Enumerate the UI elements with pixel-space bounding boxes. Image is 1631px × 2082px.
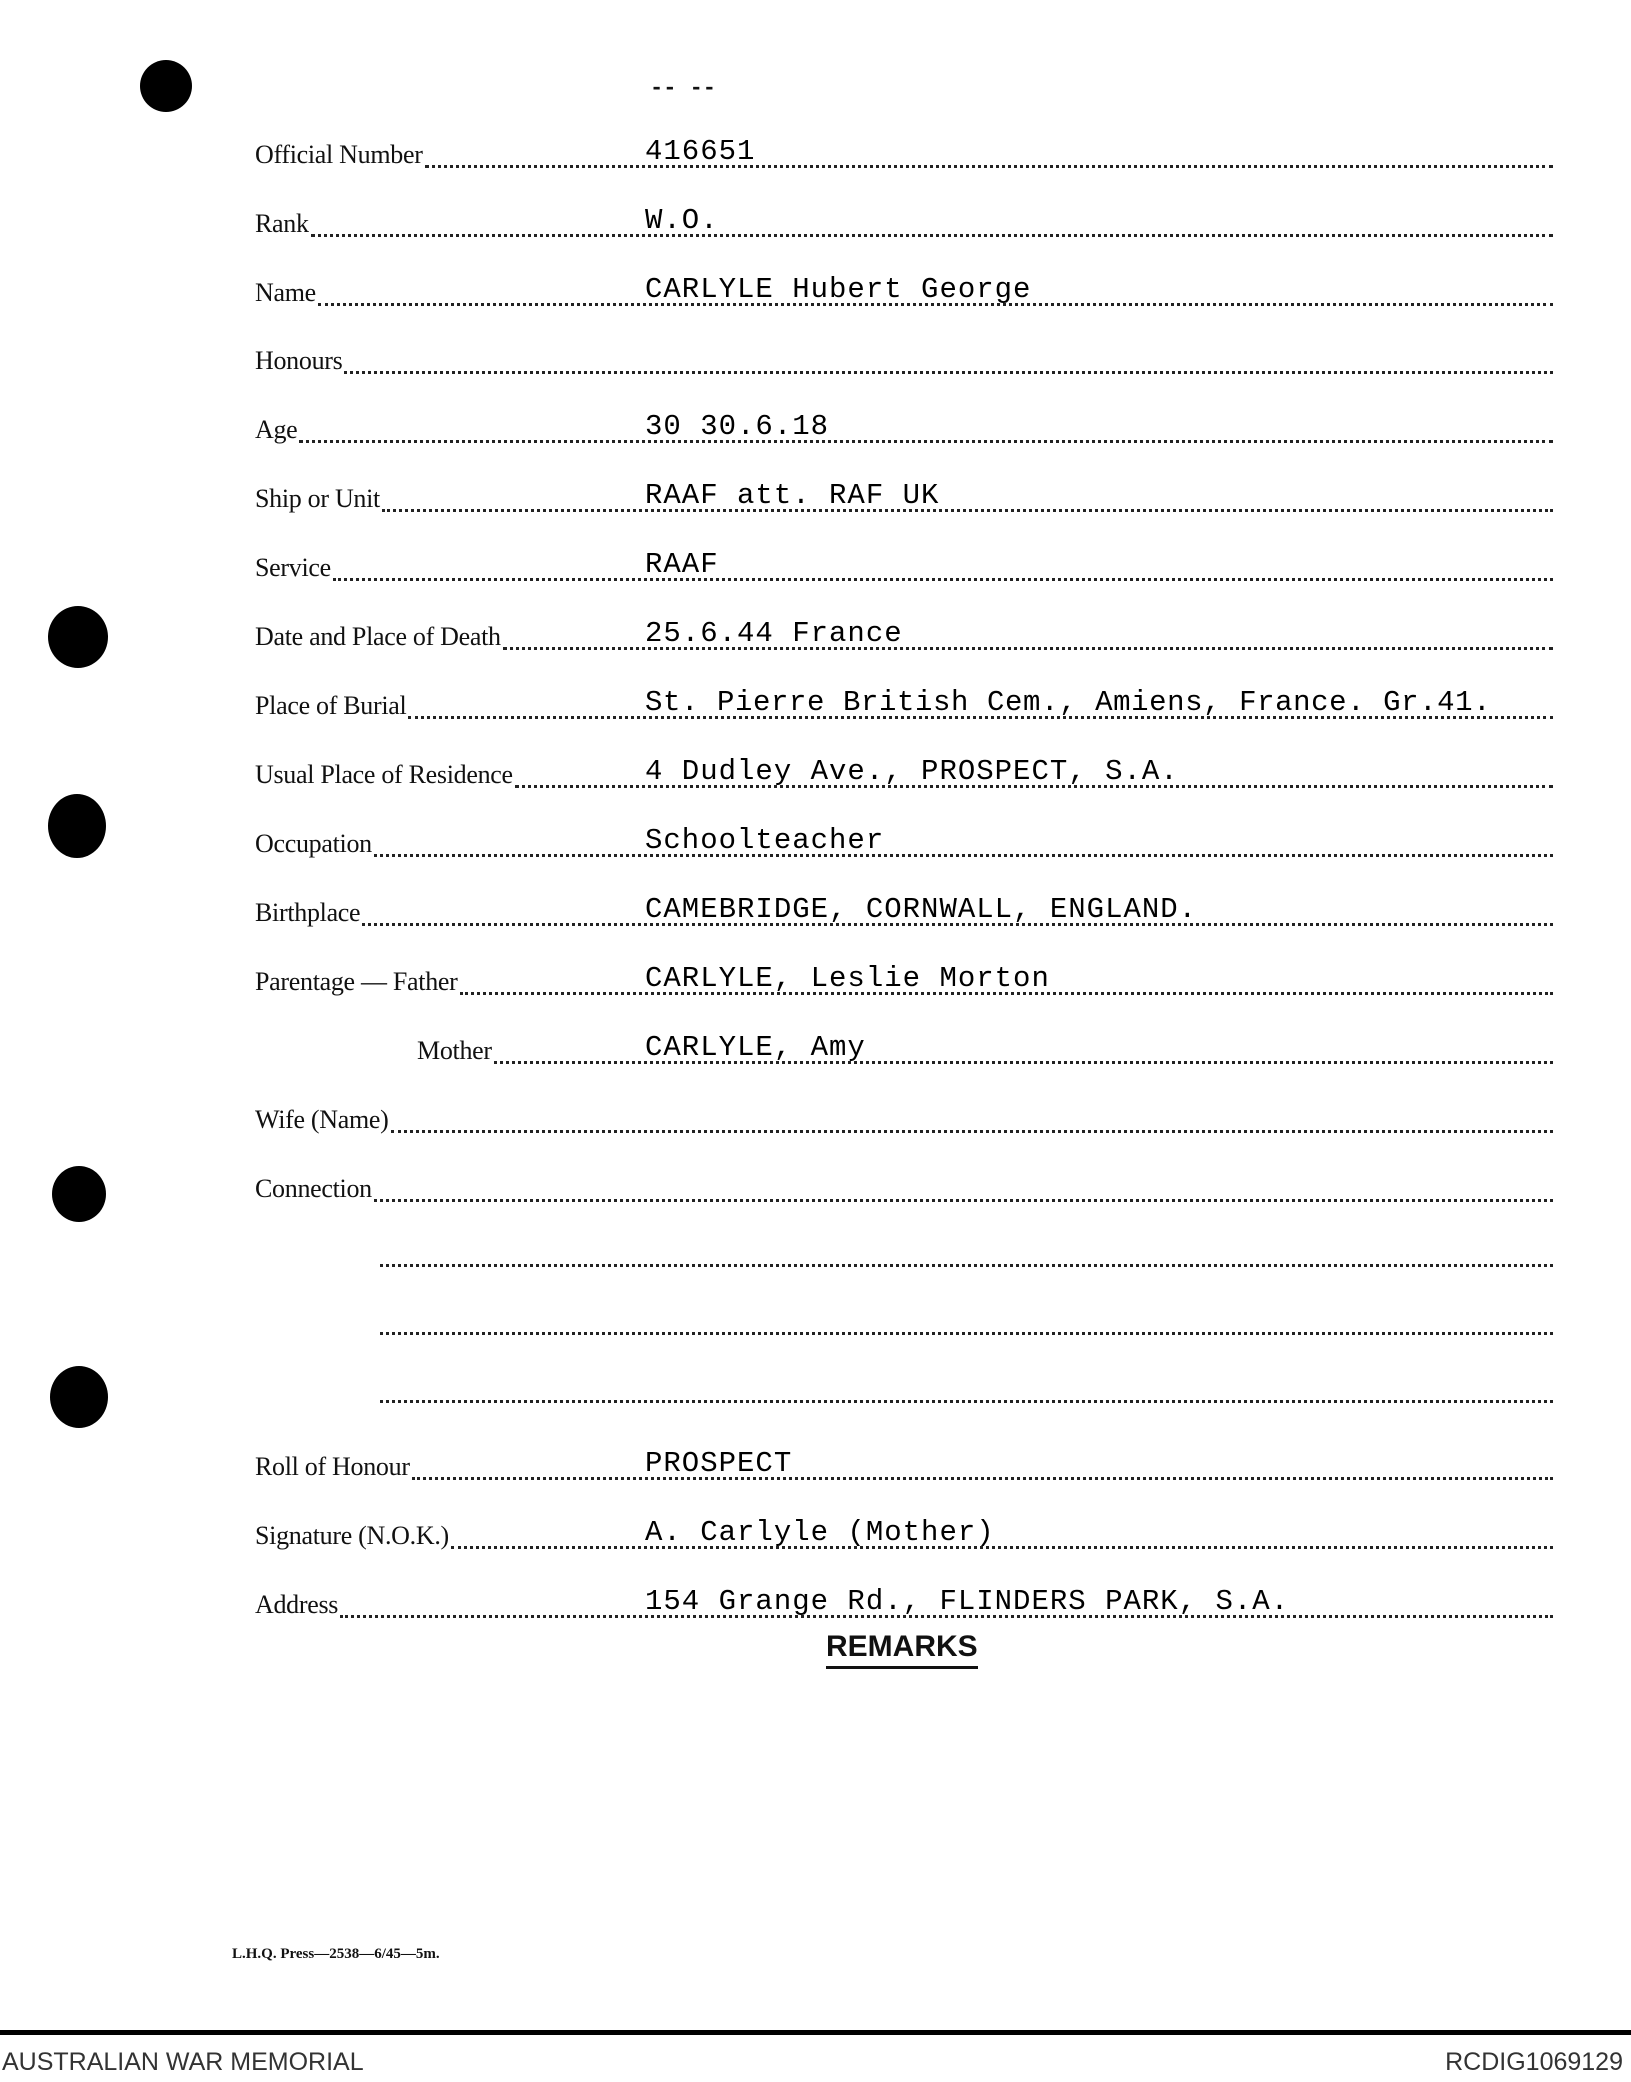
field-label: Rank xyxy=(255,209,309,238)
dotted-line xyxy=(374,1199,1553,1202)
dotted-line xyxy=(451,1546,1553,1549)
dotted-line xyxy=(344,371,1553,374)
field-value: St. Pierre British Cem., Amiens, France. Gr.41. xyxy=(645,686,1492,719)
dotted-line xyxy=(333,578,1553,581)
punch-hole xyxy=(52,1166,106,1222)
field-value: 30 30.6.18 xyxy=(645,410,830,443)
field-value: RAAF att. RAF UK xyxy=(645,479,940,512)
field-value: Schoolteacher xyxy=(645,824,885,857)
punch-hole xyxy=(48,606,108,668)
row-address xyxy=(255,1584,1553,1624)
field-value: RAAF xyxy=(645,548,719,581)
field-label: Place of Burial xyxy=(255,691,407,720)
field-label: Age xyxy=(255,415,298,444)
field-label: Date and Place of Death xyxy=(255,622,501,651)
field-label: Honours xyxy=(255,346,343,375)
field-label: Address xyxy=(255,1590,339,1619)
row-date-place-death xyxy=(255,616,1553,656)
row-name xyxy=(255,272,1553,312)
row-honours xyxy=(255,340,1553,380)
printer-note: L.H.Q. Press—2538—6/45—5m. xyxy=(232,1946,440,1962)
field-value: PROSPECT xyxy=(645,1447,793,1480)
field-label: Usual Place of Residence xyxy=(255,760,513,789)
row-father xyxy=(255,961,1553,1001)
dotted-line xyxy=(382,509,1553,512)
footer-catalogue-id: RCDIG1069129 xyxy=(1445,2048,1623,2076)
field-label: Service xyxy=(255,553,331,582)
field-label: Ship or Unit xyxy=(255,484,380,513)
field-value: 25.6.44 France xyxy=(645,617,903,650)
dotted-line xyxy=(425,165,1553,168)
row-roll-of-honour xyxy=(255,1446,1553,1486)
punch-hole xyxy=(48,794,106,858)
field-value: CAMEBRIDGE, CORNWALL, ENGLAND. xyxy=(645,893,1198,926)
field-value: A. Carlyle (Mother) xyxy=(645,1516,995,1549)
dotted-line xyxy=(412,1477,1553,1480)
punch-hole xyxy=(140,60,192,112)
row-connection xyxy=(255,1168,1553,1208)
connection-line xyxy=(380,1332,1553,1335)
row-service xyxy=(255,547,1553,587)
punch-hole xyxy=(50,1366,108,1428)
field-label: Occupation xyxy=(255,829,372,858)
field-value: CARLYLE, Amy xyxy=(645,1031,866,1064)
field-label: Signature (N.O.K.) xyxy=(255,1521,449,1550)
dotted-line xyxy=(391,1130,1553,1133)
row-mother xyxy=(255,1030,1553,1070)
field-label: Birthplace xyxy=(255,898,361,927)
field-label: Mother xyxy=(417,1036,492,1065)
dotted-line xyxy=(299,440,1553,443)
row-official-number xyxy=(255,134,1553,174)
dotted-line xyxy=(374,854,1553,857)
field-label: Connection xyxy=(255,1174,372,1203)
field-label: Parentage — Father xyxy=(255,967,458,996)
remarks-heading: REMARKS xyxy=(826,1630,978,1669)
footer-institution: AUSTRALIAN WAR MEMORIAL xyxy=(2,2048,364,2076)
field-value: 4 Dudley Ave., PROSPECT, S.A. xyxy=(645,755,1179,788)
field-label: Name xyxy=(255,278,316,307)
dotted-line xyxy=(311,234,1553,237)
top-marks: -- -- xyxy=(650,76,717,101)
field-value: W.O. xyxy=(645,204,719,237)
row-usual-residence xyxy=(255,754,1553,794)
field-label: Wife (Name) xyxy=(255,1105,389,1134)
row-place-of-burial xyxy=(255,685,1553,725)
bottom-rule xyxy=(0,2030,1631,2035)
connection-line xyxy=(380,1264,1553,1267)
row-rank xyxy=(255,203,1553,243)
row-ship-or-unit xyxy=(255,478,1553,518)
field-value: 154 Grange Rd., FLINDERS PARK, S.A. xyxy=(645,1585,1290,1618)
row-birthplace xyxy=(255,892,1553,932)
field-label: Official Number xyxy=(255,140,423,169)
row-wife xyxy=(255,1099,1553,1139)
row-age xyxy=(255,409,1553,449)
row-signature xyxy=(255,1515,1553,1555)
connection-line xyxy=(380,1400,1553,1403)
field-value: CARLYLE, Leslie Morton xyxy=(645,962,1050,995)
field-label: Roll of Honour xyxy=(255,1452,410,1481)
field-value: 416651 xyxy=(645,135,756,168)
row-occupation xyxy=(255,823,1553,863)
field-value: CARLYLE Hubert George xyxy=(645,273,1032,306)
